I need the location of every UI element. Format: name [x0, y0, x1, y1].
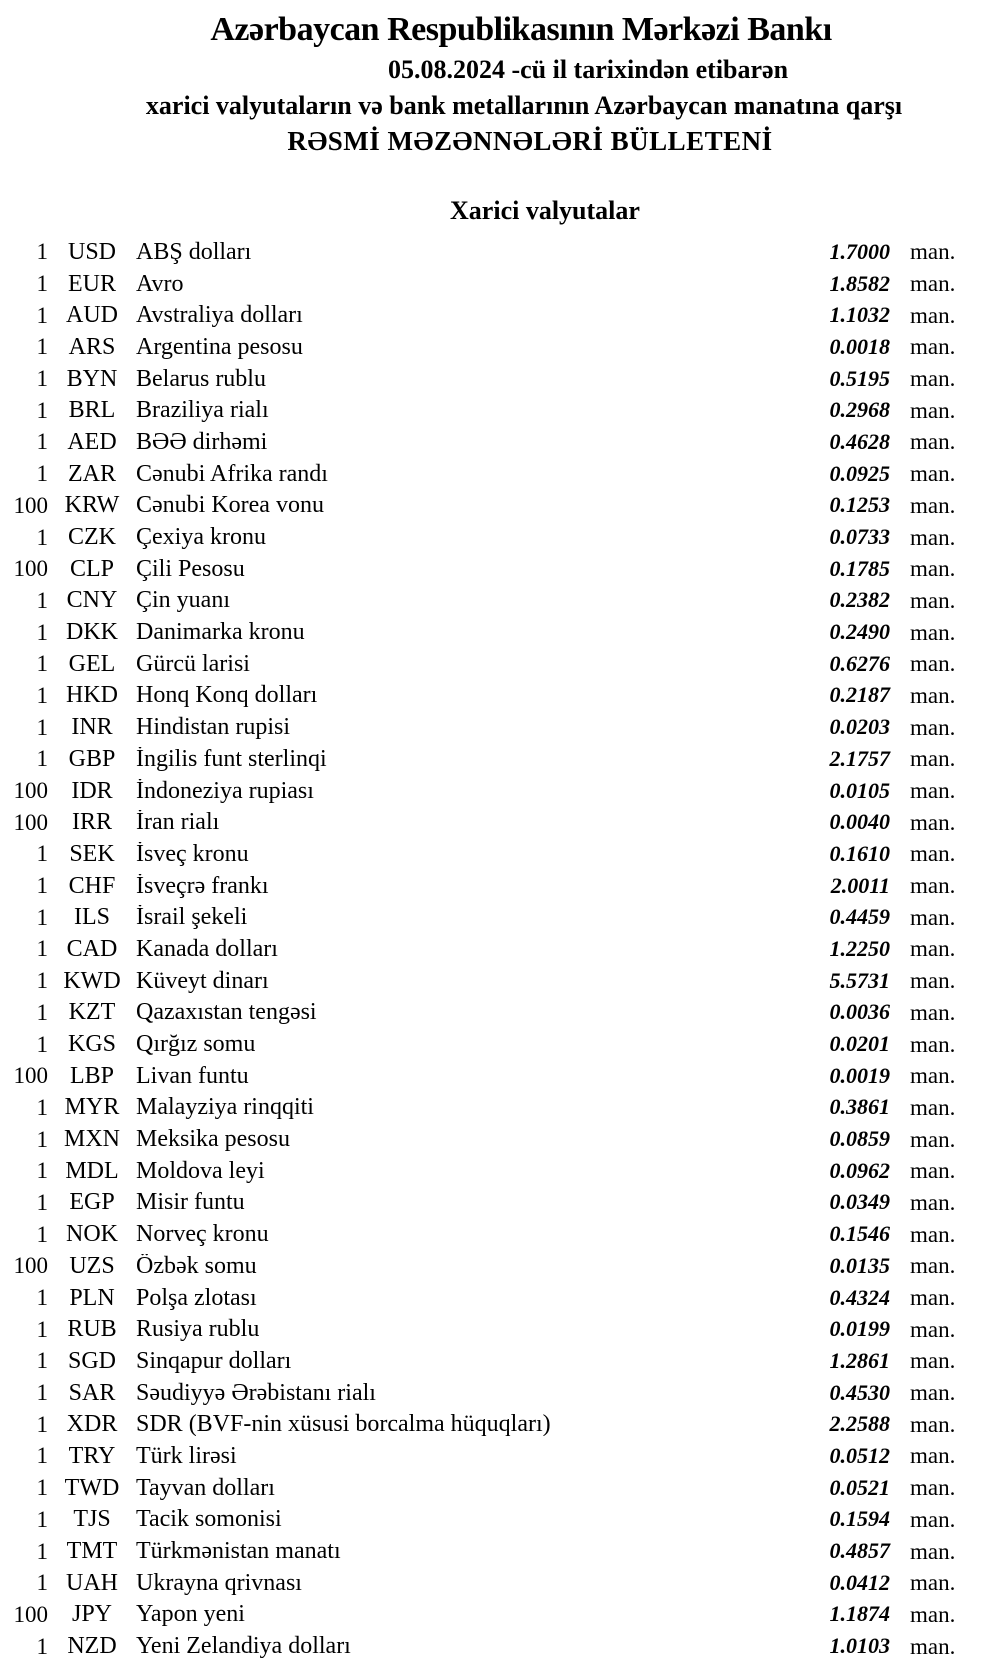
quantity-cell: 1 [36, 1094, 48, 1120]
rate-value-cell: 0.4324 [829, 1284, 890, 1310]
unit-cell: man. [910, 366, 956, 392]
unit-cell: man. [910, 1538, 956, 1564]
unit-cell: man. [910, 619, 956, 645]
unit-cell: man. [910, 524, 956, 550]
rate-row [0, 1123, 1000, 1155]
rate-row [0, 458, 1000, 490]
currency-code-cell: UZS [69, 1252, 115, 1279]
unit-cell: man. [910, 1506, 956, 1532]
unit-cell: man. [910, 873, 956, 899]
quantity-cell: 100 [13, 1253, 48, 1279]
quantity-cell: 1 [36, 619, 48, 645]
quantity-cell: 1 [36, 714, 48, 740]
rate-row [0, 521, 1000, 553]
unit-cell: man. [910, 1031, 956, 1057]
rate-value-cell: 1.0103 [829, 1633, 890, 1659]
quantity-cell: 1 [36, 1475, 48, 1501]
quantity-cell: 100 [13, 1601, 48, 1627]
currency-code-cell: BYN [66, 365, 118, 392]
currency-code-cell: EUR [68, 270, 116, 297]
rate-row [0, 1504, 1000, 1536]
rate-row [0, 711, 1000, 743]
rate-value-cell: 0.1253 [829, 492, 890, 518]
currency-code-cell: RUB [67, 1316, 117, 1343]
currency-name-cell: İngilis funt sterlinqi [136, 746, 327, 771]
rate-value-cell: 0.0203 [829, 714, 890, 740]
quantity-cell: 1 [36, 968, 48, 994]
quantity-cell: 1 [36, 1158, 48, 1184]
rate-value-cell: 0.1610 [829, 840, 890, 866]
quantity-cell: 1 [36, 841, 48, 867]
currency-name-cell: Misir funtu [136, 1190, 245, 1215]
rate-value-cell: 0.0412 [829, 1569, 890, 1595]
quantity-cell: 1 [36, 271, 48, 297]
currency-name-cell: BƏƏ dirhəmi [136, 429, 268, 454]
quantity-cell: 1 [36, 904, 48, 930]
rate-row [0, 1028, 1000, 1060]
bulletin-title: RƏSMİ MƏZƏNNƏLƏRİ BÜLLETENİ [287, 126, 773, 156]
rate-value-cell: 1.1032 [829, 302, 890, 328]
rate-value-cell: 0.0019 [829, 1062, 890, 1088]
unit-cell: man. [910, 461, 956, 487]
rate-row [0, 1313, 1000, 1345]
rate-value-cell: 2.1757 [829, 745, 890, 771]
rate-row [0, 901, 1000, 933]
rate-value-cell: 0.0733 [829, 524, 890, 550]
rate-value-cell: 0.3861 [829, 1094, 890, 1120]
currency-code-cell: USD [67, 238, 116, 265]
rate-value-cell: 0.0036 [829, 999, 890, 1025]
quantity-cell: 1 [36, 302, 48, 328]
quantity-cell: 1 [36, 999, 48, 1025]
unit-cell: man. [910, 271, 956, 297]
currency-code-cell: GBP [68, 745, 116, 772]
currency-code-cell: JPY [71, 1601, 113, 1628]
rate-row [0, 299, 1000, 331]
currency-code-cell: DKK [66, 619, 118, 646]
currency-name-cell: Tacik somonisi [136, 1507, 282, 1532]
unit-cell: man. [910, 1601, 956, 1627]
currency-code-cell: CAD [66, 935, 118, 962]
rate-row [0, 1377, 1000, 1409]
rate-value-cell: 0.2187 [829, 682, 890, 708]
currency-name-cell: Braziliya rialı [136, 398, 269, 423]
unit-cell: man. [910, 778, 956, 804]
rate-row [0, 236, 1000, 268]
rate-value-cell: 0.4459 [829, 904, 890, 930]
rate-value-cell: 0.2968 [829, 397, 890, 423]
rate-row [0, 553, 1000, 585]
currency-name-cell: Malayziya rinqqiti [136, 1095, 314, 1120]
quantity-cell: 1 [36, 1285, 48, 1311]
currency-code-cell: EGP [69, 1189, 115, 1216]
rate-row [0, 1345, 1000, 1377]
unit-cell: man. [910, 1348, 956, 1374]
currency-name-cell: Belarus rublu [136, 366, 266, 391]
rate-row [0, 1060, 1000, 1092]
currency-code-cell: IDR [71, 777, 113, 804]
currency-name-cell: Tayvan dolları [136, 1475, 275, 1500]
rate-row [0, 1630, 1000, 1662]
unit-cell: man. [910, 1380, 956, 1406]
unit-cell: man. [910, 302, 956, 328]
rate-value-cell: 1.1874 [829, 1601, 890, 1627]
rate-row [0, 616, 1000, 648]
section-title-foreign-currencies: Xarici valyutalar [450, 196, 640, 225]
rate-row [0, 1599, 1000, 1631]
rate-row [0, 585, 1000, 617]
rate-row [0, 1250, 1000, 1282]
quantity-cell: 1 [36, 1189, 48, 1215]
unit-cell: man. [910, 1316, 956, 1342]
rate-row [0, 680, 1000, 712]
quantity-cell: 1 [36, 239, 48, 265]
rate-row [0, 743, 1000, 775]
currency-code-cell: CLP [69, 555, 114, 582]
currency-code-cell: IRR [71, 809, 112, 836]
currency-code-cell: TWD [64, 1474, 120, 1501]
rate-row [0, 933, 1000, 965]
rate-value-cell: 2.2588 [829, 1411, 890, 1437]
quantity-cell: 1 [36, 1570, 48, 1596]
rate-value-cell: 0.0201 [829, 1031, 890, 1057]
currency-code-cell: UAH [66, 1569, 118, 1596]
rate-row [0, 1218, 1000, 1250]
rate-row [0, 490, 1000, 522]
rate-value-cell: 1.7000 [829, 238, 890, 264]
rate-value-cell: 0.0962 [829, 1157, 890, 1183]
unit-cell: man. [910, 429, 956, 455]
rate-row [0, 648, 1000, 680]
currency-name-cell: Hindistan rupisi [136, 715, 290, 740]
unit-cell: man. [910, 1475, 956, 1501]
currency-code-cell: AUD [66, 302, 118, 329]
currency-name-cell: İsveçrə frankı [136, 873, 269, 898]
currency-name-cell: Moldova leyi [136, 1158, 265, 1183]
quantity-cell: 1 [36, 1221, 48, 1247]
unit-cell: man. [910, 1253, 956, 1279]
unit-cell: man. [910, 714, 956, 740]
currency-name-cell: Özbək somu [136, 1253, 257, 1278]
quantity-cell: 100 [13, 556, 48, 582]
rate-row [0, 426, 1000, 458]
rate-row [0, 394, 1000, 426]
rate-value-cell: 0.0512 [829, 1442, 890, 1468]
currency-name-cell: Cənubi Afrika randı [136, 461, 328, 486]
currency-name-cell: Küveyt dinarı [136, 968, 269, 993]
currency-code-cell: KWD [63, 967, 121, 994]
currency-name-cell: İsrail şekeli [136, 905, 248, 930]
rate-row [0, 1187, 1000, 1219]
unit-cell: man. [910, 1094, 956, 1120]
currency-code-cell: AED [67, 428, 117, 455]
quantity-cell: 1 [36, 1538, 48, 1564]
unit-cell: man. [910, 1443, 956, 1469]
unit-cell: man. [910, 1126, 956, 1152]
rate-value-cell: 0.1546 [829, 1221, 890, 1247]
rate-value-cell: 0.5195 [829, 365, 890, 391]
currency-name-cell: Kanada dolları [136, 936, 278, 961]
rate-value-cell: 0.4628 [829, 428, 890, 454]
quantity-cell: 1 [36, 429, 48, 455]
currency-name-cell: Qazaxıstan tengəsi [136, 1000, 317, 1025]
currency-name-cell: Sinqapur dolları [136, 1348, 292, 1373]
currency-code-cell: ARS [68, 333, 116, 360]
unit-cell: man. [910, 397, 956, 423]
currency-name-cell: Argentina pesosu [136, 334, 303, 359]
quantity-cell: 1 [36, 651, 48, 677]
currency-name-cell: Meksika pesosu [136, 1127, 290, 1152]
rate-value-cell: 0.0521 [829, 1474, 890, 1500]
currency-code-cell: TJS [73, 1506, 111, 1533]
unit-cell: man. [910, 1221, 956, 1247]
currency-name-cell: Polşa zlotası [136, 1285, 257, 1310]
effective-date-line: 05.08.2024 -cü il tarixindən etibarən [387, 55, 789, 84]
unit-cell: man. [910, 1189, 956, 1215]
quantity-cell: 1 [36, 1348, 48, 1374]
rate-row [0, 1155, 1000, 1187]
unit-cell: man. [910, 556, 956, 582]
currency-name-cell: Səudiyyə Ərəbistanı rialı [136, 1380, 376, 1405]
rate-row [0, 1567, 1000, 1599]
subtitle-line: xarici valyutaların və bank metallarının Azərbaycan manatına qarşı [145, 91, 903, 120]
rate-row [0, 1535, 1000, 1567]
rate-value-cell: 0.0018 [829, 333, 890, 359]
rate-value-cell: 0.0925 [829, 460, 890, 486]
unit-cell: man. [910, 1633, 956, 1659]
quantity-cell: 1 [36, 1506, 48, 1532]
rate-value-cell: 0.2382 [829, 587, 890, 613]
unit-cell: man. [910, 334, 956, 360]
currency-name-cell: Rusiya rublu [136, 1317, 260, 1342]
quantity-cell: 1 [36, 1633, 48, 1659]
rates-table [0, 236, 1000, 1662]
currency-code-cell: GEL [68, 650, 116, 677]
rate-row [0, 997, 1000, 1029]
quantity-cell: 1 [36, 524, 48, 550]
rate-row [0, 363, 1000, 395]
currency-name-cell: Ukrayna qrivnası [136, 1570, 302, 1595]
rate-value-cell: 5.5731 [829, 967, 890, 993]
unit-cell: man. [910, 492, 956, 518]
currency-code-cell: SGD [67, 1347, 116, 1374]
currency-name-cell: Cənubi Korea vonu [136, 493, 324, 518]
rate-value-cell: 1.2250 [829, 935, 890, 961]
currency-name-cell: Yeni Zelandiya dolları [136, 1634, 351, 1659]
rate-value-cell: 0.6276 [829, 650, 890, 676]
unit-cell: man. [910, 651, 956, 677]
quantity-cell: 100 [13, 492, 48, 518]
currency-code-cell: NOK [66, 1221, 118, 1248]
rate-value-cell: 0.0105 [829, 777, 890, 803]
currency-name-cell: Livan funtu [136, 1063, 249, 1088]
unit-cell: man. [910, 1570, 956, 1596]
currency-code-cell: MDL [65, 1157, 119, 1184]
bank-title: Azərbaycan Respublikasının Mərkəzi Bankı [210, 11, 832, 48]
quantity-cell: 1 [36, 1380, 48, 1406]
rate-value-cell: 1.2861 [829, 1347, 890, 1373]
quantity-cell: 1 [36, 1126, 48, 1152]
rate-row [0, 838, 1000, 870]
rate-row [0, 1440, 1000, 1472]
currency-name-cell: Çin yuanı [136, 588, 230, 613]
currency-code-cell: LBP [69, 1062, 114, 1089]
quantity-cell: 1 [36, 1411, 48, 1437]
currency-name-cell: Honq Konq dolları [136, 683, 318, 708]
quantity-cell: 100 [13, 778, 48, 804]
currency-name-cell: Danimarka kronu [136, 620, 305, 645]
unit-cell: man. [910, 841, 956, 867]
quantity-cell: 1 [36, 936, 48, 962]
rate-row [0, 806, 1000, 838]
unit-cell: man. [910, 746, 956, 772]
currency-name-cell: Türkmənistan manatı [136, 1539, 341, 1564]
rate-row [0, 965, 1000, 997]
currency-code-cell: MYR [64, 1094, 120, 1121]
unit-cell: man. [910, 682, 956, 708]
unit-cell: man. [910, 587, 956, 613]
rate-value-cell: 0.1785 [829, 555, 890, 581]
rate-value-cell: 0.2490 [829, 619, 890, 645]
unit-cell: man. [910, 936, 956, 962]
quantity-cell: 1 [36, 1316, 48, 1342]
currency-name-cell: İran rialı [136, 810, 220, 835]
unit-cell: man. [910, 999, 956, 1025]
currency-code-cell: CHF [68, 872, 116, 899]
quantity-cell: 1 [36, 397, 48, 423]
rate-row [0, 775, 1000, 807]
rate-row [0, 331, 1000, 363]
quantity-cell: 1 [36, 873, 48, 899]
rate-value-cell: 0.0859 [829, 1126, 890, 1152]
rate-row [0, 268, 1000, 300]
unit-cell: man. [910, 239, 956, 265]
currency-code-cell: CNY [66, 587, 118, 614]
currency-code-cell: XDR [66, 1411, 118, 1438]
unit-cell: man. [910, 968, 956, 994]
currency-code-cell: INR [71, 714, 113, 741]
currency-name-cell: Qırğız somu [136, 1032, 256, 1057]
quantity-cell: 1 [36, 1443, 48, 1469]
unit-cell: man. [910, 1411, 956, 1437]
currency-name-cell: İndoneziya rupiası [136, 778, 314, 803]
currency-code-cell: TMT [66, 1538, 118, 1565]
currency-name-cell: SDR (BVF-nin xüsusi borcalma hüquqları) [136, 1412, 551, 1437]
rate-row [0, 1282, 1000, 1314]
rate-value-cell: 0.4857 [829, 1538, 890, 1564]
currency-code-cell: ILS [74, 904, 110, 931]
currency-code-cell: SEK [69, 840, 115, 867]
rate-row [0, 870, 1000, 902]
rate-value-cell: 2.0011 [830, 872, 890, 898]
quantity-cell: 100 [13, 809, 48, 835]
quantity-cell: 1 [36, 746, 48, 772]
rate-row [0, 1472, 1000, 1504]
rate-value-cell: 0.0199 [829, 1316, 890, 1342]
currency-code-cell: CZK [68, 524, 116, 551]
unit-cell: man. [910, 1063, 956, 1089]
quantity-cell: 100 [13, 1063, 48, 1089]
currency-code-cell: SAR [68, 1379, 116, 1406]
currency-name-cell: Avstraliya dolları [136, 303, 303, 328]
currency-code-cell: KZT [68, 999, 116, 1026]
currency-code-cell: NZD [67, 1633, 117, 1660]
currency-name-cell: İsveç kronu [136, 841, 249, 866]
quantity-cell: 1 [36, 682, 48, 708]
rate-value-cell: 0.0349 [829, 1189, 890, 1215]
rate-value-cell: 0.1594 [829, 1506, 890, 1532]
rate-value-cell: 0.0135 [829, 1252, 890, 1278]
currency-code-cell: KGS [67, 1031, 116, 1058]
quantity-cell: 1 [36, 587, 48, 613]
currency-name-cell: Gürcü larisi [136, 651, 250, 676]
currency-code-cell: ZAR [68, 460, 116, 487]
currency-name-cell: Avro [136, 271, 184, 296]
unit-cell: man. [910, 1158, 956, 1184]
quantity-cell: 1 [36, 334, 48, 360]
currency-code-cell: HKD [66, 682, 118, 709]
currency-name-cell: Çexiya kronu [136, 525, 266, 550]
currency-name-cell: Türk lirəsi [136, 1443, 237, 1468]
rate-value-cell: 0.4530 [829, 1379, 890, 1405]
currency-code-cell: BRL [68, 397, 116, 424]
quantity-cell: 1 [36, 1031, 48, 1057]
currency-name-cell: Norveç kronu [136, 1222, 269, 1247]
rate-value-cell: 0.0040 [829, 809, 890, 835]
currency-name-cell: Çili Pesosu [136, 556, 245, 581]
currency-code-cell: TRY [68, 1442, 116, 1469]
unit-cell: man. [910, 1285, 956, 1311]
currency-code-cell: MXN [63, 1126, 120, 1153]
rate-row [0, 1092, 1000, 1124]
unit-cell: man. [910, 904, 956, 930]
currency-code-cell: KRW [64, 492, 120, 519]
currency-code-cell: PLN [69, 1284, 115, 1311]
currency-name-cell: ABŞ dolları [136, 239, 252, 264]
quantity-cell: 1 [36, 366, 48, 392]
unit-cell: man. [910, 809, 956, 835]
rate-row [0, 1408, 1000, 1440]
rate-value-cell: 1.8582 [829, 270, 890, 296]
currency-name-cell: Yapon yeni [136, 1602, 245, 1627]
quantity-cell: 1 [36, 461, 48, 487]
